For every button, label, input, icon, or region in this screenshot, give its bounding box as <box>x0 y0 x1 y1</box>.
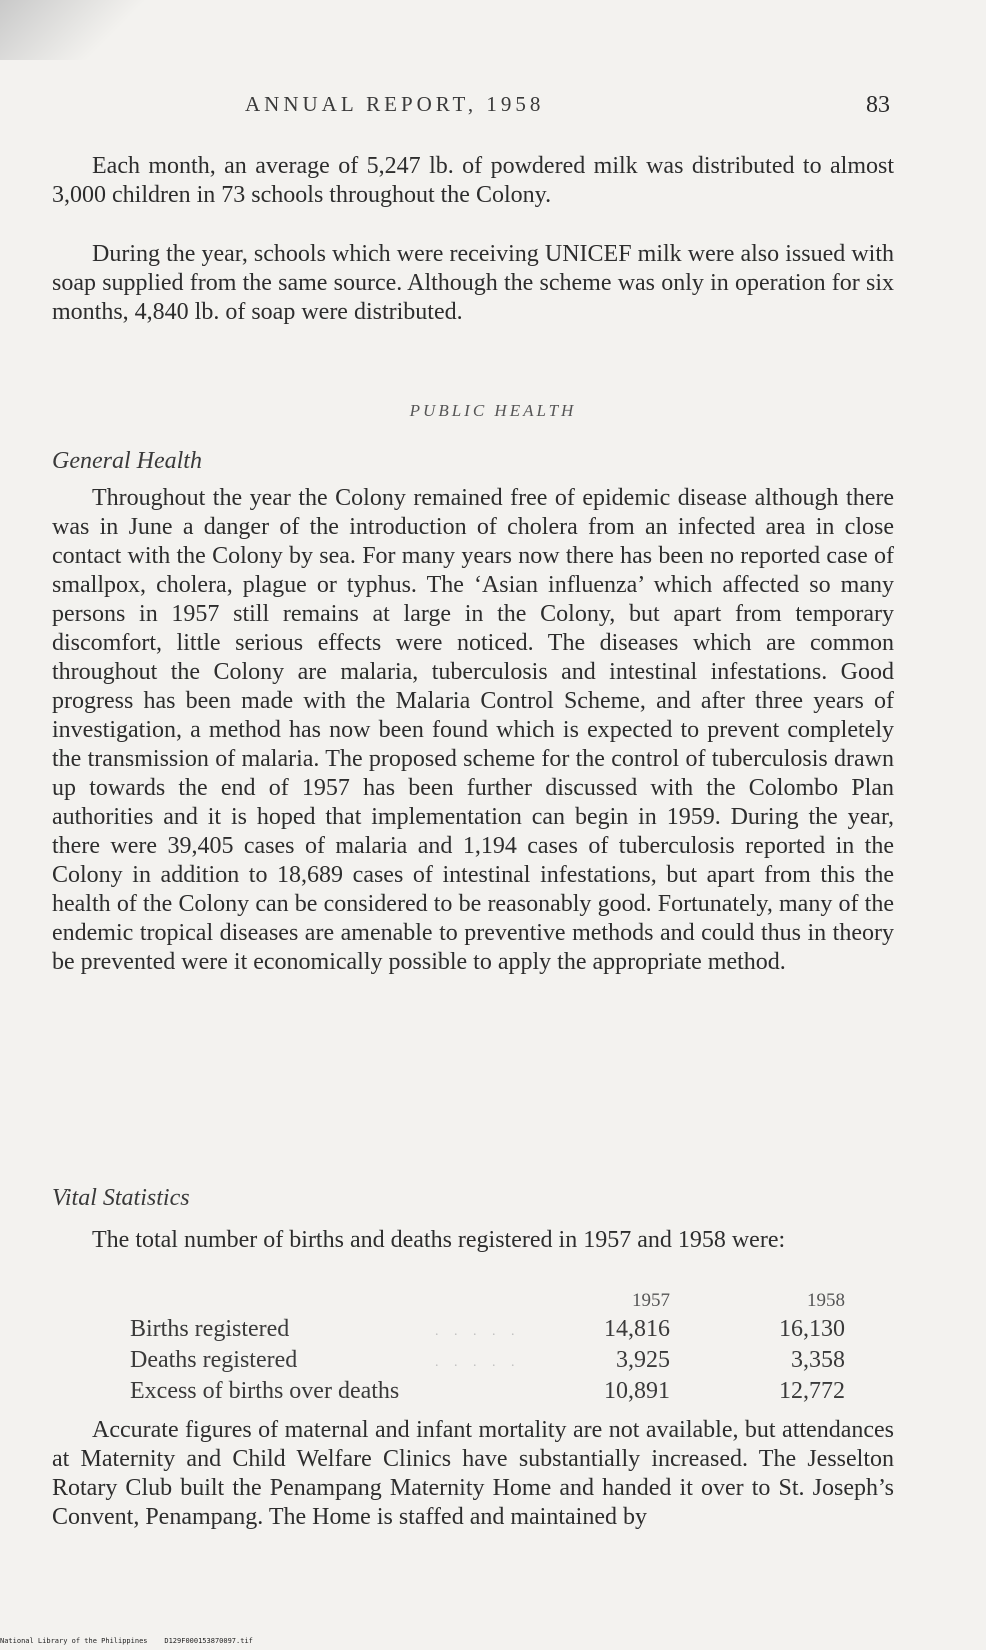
value-1957: 14,816 <box>604 1316 670 1342</box>
row-label: Excess of births over deaths <box>130 1378 400 1404</box>
general-health-paragraph <box>52 484 894 977</box>
table-row <box>130 1378 850 1409</box>
row-label: Deaths registered <box>130 1347 298 1373</box>
row-label: Births registered <box>130 1316 290 1342</box>
section-title: PUBLIC HEALTH <box>409 401 577 420</box>
table-header-row <box>130 1290 850 1316</box>
table-row <box>130 1347 850 1378</box>
vital-statistics-intro <box>52 1226 894 1255</box>
file-name: D129F000153870097.tif <box>164 1637 253 1645</box>
vital-statistics-heading: Vital Statistics <box>52 1185 190 1211</box>
paragraph-text: Accurate figures of maternal and infant mortality are not available, but attendances at Maternity and Child Welfare Clinics have substantially increased. The Jesselton Rotary Club built the Penampang Maternity Home and handed it over to St. Joseph’s Convent, Penampang. The Home is staffed and maintained by <box>52 1417 894 1530</box>
scan-footer <box>0 1637 253 1645</box>
soap-paragraph <box>52 240 894 327</box>
paragraph-text: During the year, schools which were receiving UNICEF milk were also issued with soap supplied from the same source. Although the scheme was only in operation for six months, 4,840 lb. of soap were distributed. <box>52 241 894 325</box>
column-header-1957: 1957 <box>632 1290 670 1311</box>
general-health-heading: General Health <box>52 448 202 474</box>
vital-statistics-table <box>130 1290 850 1409</box>
paragraph-text: Throughout the year the Colony remained free of epidemic disease although there was in June a danger of the introduction of cholera from an infected area in close contact with the Colony by sea. For many years now there has been no reported case of smallpox, cholera, plague or typhus. The ‘Asian influenza’ which affected so many persons in 1957 still remains at large in the Colony, but apart from temporary discomfort, little serious effects were noticed. The diseases which are common throughout the Colony are malaria, tuberculosis and intestinal infestations. Good progress has been made with the Malaria Control Scheme, and after three years of investigation, a method has now been found which is expected to prevent completely the transmission of malaria. The proposed scheme for the control of tuberculosis drawn up towards the end of 1957 has been further discussed with the Colombo Plan authorities and it is hoped that implementation can begin in 1959. During the year, there were 39,405 cases of malaria and 1,194 cases of tuberculosis reported in the Colony in addition to 18,689 cases of intestinal infestations, but apart from this the health of the Colony can be considered to be reasonably good. Fortunately, many of the endemic tropical diseases are amenable to preventive methods and could thus in theory be prevented were it economically possible to apply the appropriate method. <box>52 485 894 975</box>
maternity-paragraph <box>52 1416 894 1532</box>
paragraph-text: Each month, an average of 5,247 lb. of powdered milk was distributed to almost 3,000 children in 73 schools throughout the Colony. <box>52 153 894 208</box>
page-number: 83 <box>866 92 890 118</box>
running-head: ANNUAL REPORT, 1958 <box>245 92 545 116</box>
leader-dots: . . . . . <box>435 1324 521 1339</box>
value-1957: 10,891 <box>604 1378 670 1404</box>
column-header-1958: 1958 <box>807 1290 845 1311</box>
value-1957: 3,925 <box>616 1347 670 1373</box>
paragraph-text: The total number of births and deaths registered in 1957 and 1958 were: <box>92 1227 786 1253</box>
value-1958: 3,358 <box>791 1347 845 1373</box>
table-row <box>130 1316 850 1347</box>
value-1958: 16,130 <box>779 1316 845 1342</box>
milk-paragraph <box>52 152 894 210</box>
value-1958: 12,772 <box>779 1378 845 1404</box>
leader-dots: . . . . . <box>435 1355 521 1370</box>
scan-shadow <box>0 0 150 60</box>
library-name: National Library of the Philippines <box>0 1637 148 1645</box>
